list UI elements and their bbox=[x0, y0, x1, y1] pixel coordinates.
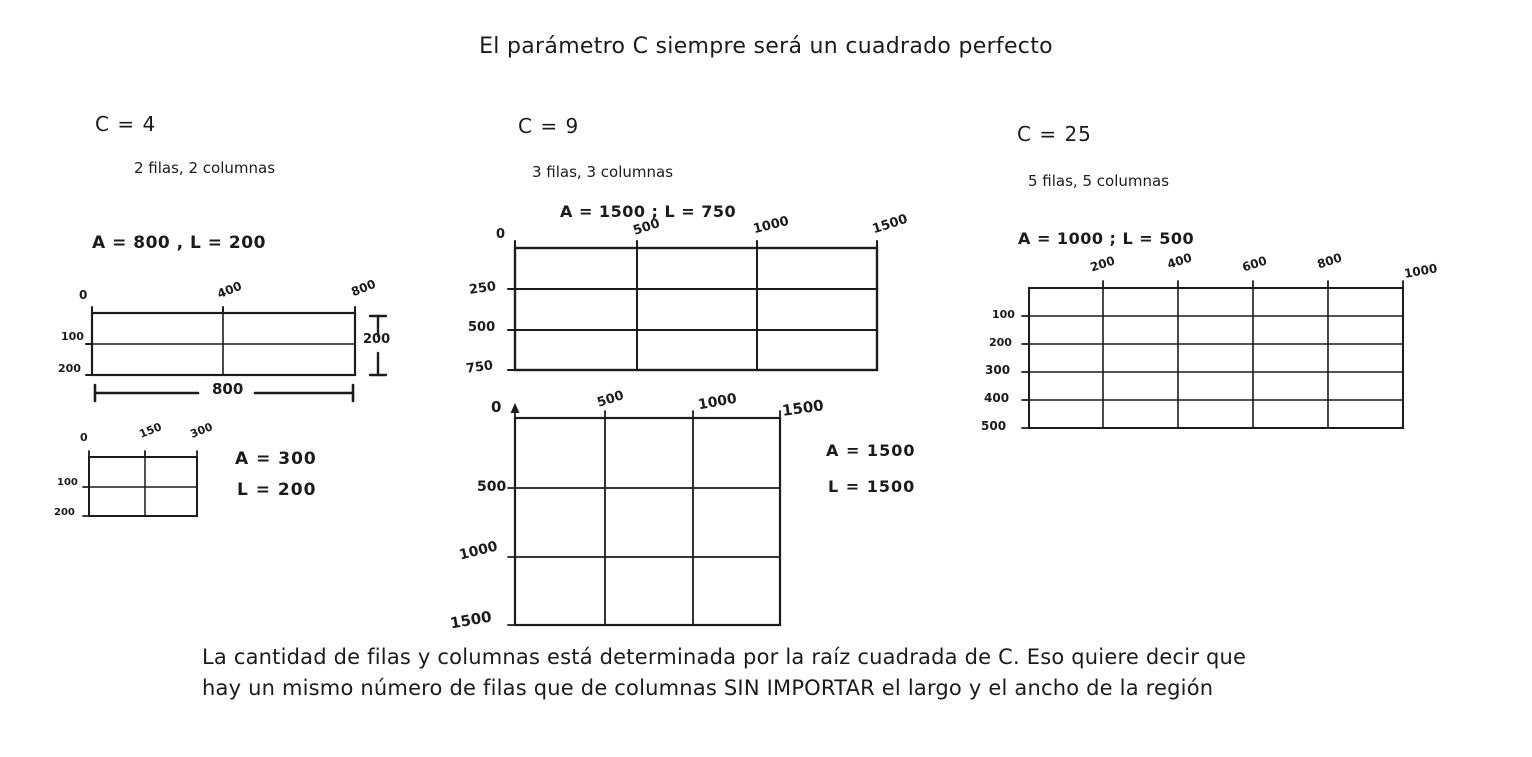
c9-grid1-ytick: 500 bbox=[468, 320, 496, 335]
c4-grid1-ytick: 100 bbox=[61, 330, 84, 343]
c4-grid1-xtick: 0 bbox=[79, 288, 88, 302]
c25-grid-ytick: 300 bbox=[985, 363, 1011, 377]
c9-grid2-y-axis-arrow bbox=[511, 403, 520, 418]
c4-main-grid bbox=[85, 303, 405, 408]
c9-grid2-ytick: 1500 bbox=[448, 607, 493, 633]
c9-area-length-params: A = 1500 ; L = 750 bbox=[560, 202, 737, 221]
c25-grid-xtick: 1000 bbox=[1403, 261, 1439, 281]
c9-grid2-ytick: 500 bbox=[477, 479, 507, 495]
footer-explanation-line1: La cantidad de filas y columnas está determinada por la raíz cuadrada de C. Eso quiere decir que bbox=[202, 645, 1247, 669]
c25-grid-xtick: 200 bbox=[1088, 253, 1117, 275]
c9-grid1-ytick: 250 bbox=[468, 279, 498, 298]
c25-grid-xtick: 800 bbox=[1315, 250, 1344, 272]
page-title: El parámetro C siempre será un cuadrado perfecto bbox=[479, 34, 1053, 59]
c9-rows-cols-note: 3 filas, 3 columnas bbox=[532, 163, 674, 181]
c9-wide-grid bbox=[505, 236, 890, 382]
c25-grid-xtick: 600 bbox=[1240, 253, 1269, 275]
c9-square-grid bbox=[505, 400, 805, 635]
c4-grid1-xtick: 400 bbox=[215, 278, 244, 302]
c9-grid2-xtick: 1000 bbox=[696, 390, 739, 414]
c25-grid-ytick: 100 bbox=[992, 308, 1015, 321]
c9-grid2-ytick: 1000 bbox=[457, 538, 500, 564]
c25-grid-ytick: 400 bbox=[984, 391, 1010, 405]
c9-grid1-xtick: 0 bbox=[496, 227, 506, 242]
c4-width-dimension-label: 800 bbox=[212, 380, 244, 398]
c9-grid2-xtick: 0 bbox=[491, 398, 502, 416]
c4-grid2-xtick: 300 bbox=[188, 420, 215, 441]
c4-grid2-length-label: L = 200 bbox=[237, 480, 317, 500]
c9-grid1-xtick: 1000 bbox=[751, 213, 791, 238]
c9-heading: C = 9 bbox=[518, 114, 580, 138]
c25-rows-cols-note: 5 filas, 5 columnas bbox=[1028, 172, 1170, 190]
c4-heading: C = 4 bbox=[95, 112, 157, 136]
c25-area-length-params: A = 1000 ; L = 500 bbox=[1018, 229, 1195, 248]
c4-grid1-xtick: 800 bbox=[349, 276, 378, 300]
c4-small-grid bbox=[80, 446, 210, 526]
c4-area-length-params: A = 800 , L = 200 bbox=[92, 233, 266, 253]
c9-grid1-xtick: 500 bbox=[631, 216, 662, 239]
c9-grid2-length-label: L = 1500 bbox=[828, 477, 916, 496]
c9-grid2-xtick: 1500 bbox=[780, 396, 825, 420]
c4-grid2-area-label: A = 300 bbox=[235, 449, 317, 469]
c4-grid2-ytick: 200 bbox=[54, 507, 75, 518]
footer-explanation-line2: hay un mismo número de filas que de columnas SIN IMPORTAR el largo y el ancho de la región bbox=[202, 676, 1214, 700]
c4-grid1-ytick: 200 bbox=[58, 362, 81, 375]
c4-rows-cols-note: 2 filas, 2 columnas bbox=[134, 159, 276, 177]
c25-grid-xtick: 400 bbox=[1165, 250, 1194, 272]
c4-height-dimension-label: 200 bbox=[363, 332, 391, 347]
c4-grid2-xtick: 0 bbox=[80, 431, 88, 444]
c9-grid2-area-label: A = 1500 bbox=[826, 441, 916, 460]
c25-heading: C = 25 bbox=[1017, 122, 1092, 146]
c25-grid bbox=[1018, 276, 1430, 441]
c9-grid1-ytick: 750 bbox=[465, 358, 495, 377]
c25-grid-ytick: 200 bbox=[989, 336, 1012, 349]
c4-grid2-xtick: 150 bbox=[137, 420, 164, 441]
c4-grid2-ytick: 100 bbox=[57, 477, 78, 488]
c9-grid1-xtick: 1500 bbox=[870, 211, 910, 238]
c25-grid-ytick: 500 bbox=[981, 419, 1007, 433]
c9-grid2-xtick: 500 bbox=[595, 388, 626, 411]
